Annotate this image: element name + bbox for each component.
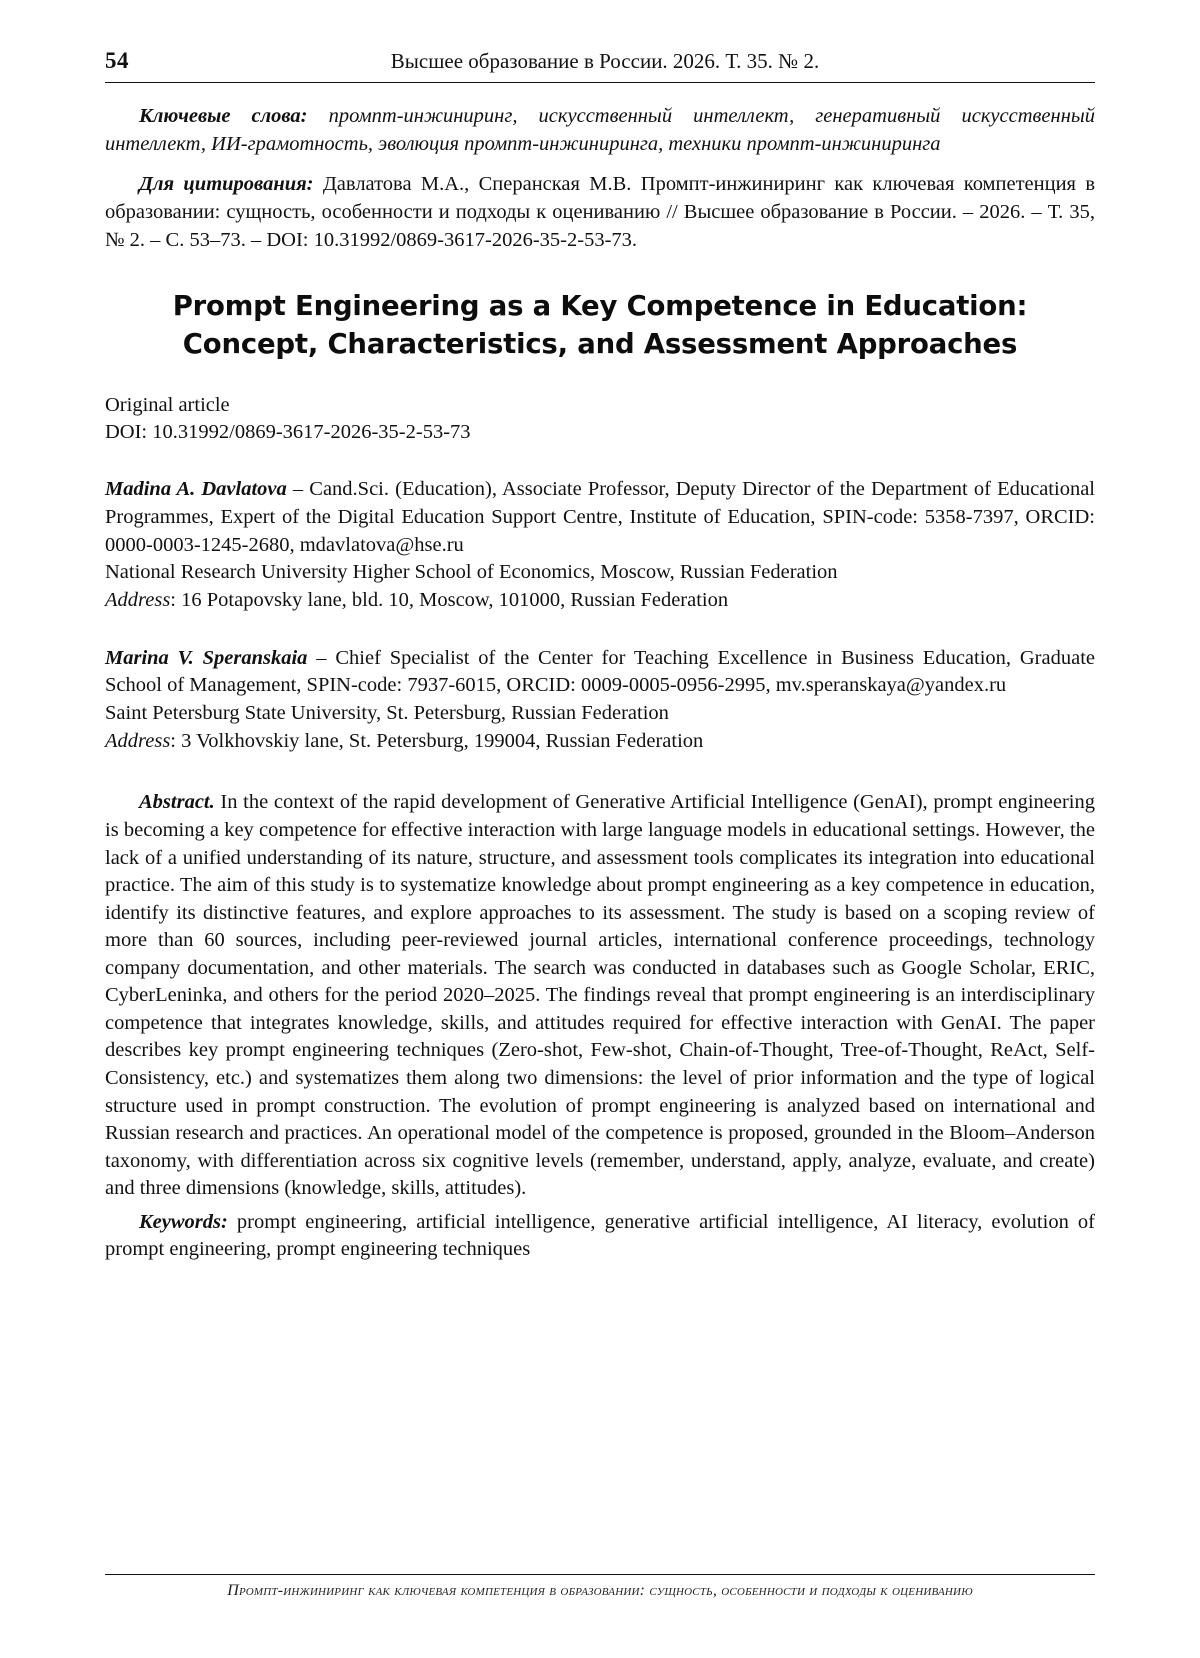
author-name: Madina A. Davlatova xyxy=(105,478,287,501)
author-details: – Chief Specialist of the Center for Teaching Excellence in Business Education, Graduate School of Management, SPIN-code: 7937-6015, ORCID: 0009-0005-0956-2995, mv.speranskaya@yandex.ru xyxy=(105,646,1096,697)
author-entry-2 xyxy=(105,645,1095,756)
author-name: Marina V. Speranskaia xyxy=(105,646,308,669)
page-footer xyxy=(105,1574,1095,1600)
page-title: Prompt Engineering as a Key Competence in Education: Concept, Characteristics, and Assessment Approaches xyxy=(172,290,1028,361)
keywords-en xyxy=(105,1209,1095,1264)
author-affiliation: Saint Petersburg State University, St. Petersburg, Russian Federation xyxy=(105,702,669,725)
address-text: : 3 Volkhovskiy lane, St. Petersburg, 199004, Russian Federation xyxy=(170,729,704,752)
address-label: Address xyxy=(105,589,171,612)
page-number: 54 xyxy=(105,48,129,73)
author-affiliation: National Research University Higher School of Economics, Moscow, Russian Federation xyxy=(105,561,838,584)
author-address-line xyxy=(105,728,1095,756)
journal-line: Высшее образование в России. 2026. Т. 35. № 2. xyxy=(390,49,820,73)
citation-ru xyxy=(105,171,1095,255)
keywords-ru-text: промпт-инжиниринг, искусственный интеллект, генеративный искусственный интеллект, ИИ-грамотность, эволюция промпт-инжиниринга, техники промпт-инжиниринга xyxy=(105,105,1095,155)
author-name-and-details xyxy=(105,645,1095,700)
abstract xyxy=(105,789,1095,1202)
article-doi: DOI: 10.31992/0869-3617-2026-35-2-53-73 xyxy=(105,421,471,444)
keywords-ru-label: Ключевые слова: xyxy=(139,105,308,127)
header-divider xyxy=(105,82,1095,83)
citation-ru-label: Для цитирования: xyxy=(139,172,314,195)
citation-ru-text: Давлатова М.А., Сперанская М.В. Промпт-инжиниринг как ключевая компетенция в образовании: сущность, особенности и подходы к оцениванию // Высшее образование в России. – 2026. – Т. 35, № 2. – С. 53–73. – DOI: 10.31992/0869-3617-2026-35-2-53-73. xyxy=(105,172,1095,251)
running-head xyxy=(105,48,1095,82)
author-entry-1 xyxy=(105,476,1095,614)
abstract-label: Abstract. xyxy=(139,791,215,814)
keywords-en-text: prompt engineering, artificial intelligence, generative artificial intelligence, AI literacy, evolution of prompt engineering, prompt engineering techniques xyxy=(105,1210,1095,1261)
article-meta xyxy=(105,392,1095,446)
footer-running-title: Промпт-инжиниринг как ключевая компетенция в образовании: сущность, особенности и подходы к оцениванию xyxy=(227,1582,973,1599)
keywords-ru xyxy=(105,103,1095,159)
keywords-en-label: Keywords: xyxy=(139,1210,228,1233)
footer-divider xyxy=(105,1574,1095,1575)
article-type: Original article xyxy=(105,394,230,417)
address-label: Address xyxy=(105,729,171,752)
author-address-line xyxy=(105,587,1095,615)
abstract-text: In the context of the rapid development of Generative Artificial Intelligence (GenAI), prompt engineering is becoming a key competence for effective interaction with large language models in educational settings. However, the lack of a unified understanding of its nature, structure, and assessment tools complicates its integration into educational practice. The aim of this study is to systematize knowledge about prompt engineering as a key competence in education, identify its distinctive features, and explore approaches to its assessment. The study is based on a scoping review of more than 60 sources, including peer-reviewed journal articles, international conference proceedings, technology company documentation, and other materials. The search was conducted in databases such as Google Scholar, ERIC, CyberLeninka, and others for the period 2020–2025. The findings reveal that prompt engineering is an interdisciplinary competence that integrates knowledge, skills, and attitudes required for effective interaction with GenAI. The paper describes key prompt engineering techniques (Zero-shot, Few-shot, Chain-of-Thought, Tree-of-Thought, ReAct, Self-Consistency, etc.) and systematizes them along two dimensions: the level of prior information and the type of logical structure used in prompt construction. The evolution of prompt engineering is analyzed based on international and Russian research and practices. An operational model of the competence is proposed, grounded in the Bloom–Anderson taxonomy, with differentiation across six cognitive levels (remember, understand, apply, analyze, evaluate, and create) and three dimensions (knowledge, skills, attitudes). xyxy=(105,791,1095,1200)
author-details: – Cand.Sci. (Education), Associate Professor, Deputy Director of the Department of Educational Programmes, Expert of the Digital Education Support Centre, Institute of Education, SPIN-code: 5358-7397, ORCID: 0000-0003-1245-2680, mdavlatova@hse.ru xyxy=(105,478,1095,556)
author-name-and-details xyxy=(105,476,1095,559)
address-text: : 16 Potapovsky lane, bld. 10, Moscow, 101000, Russian Federation xyxy=(170,589,729,612)
